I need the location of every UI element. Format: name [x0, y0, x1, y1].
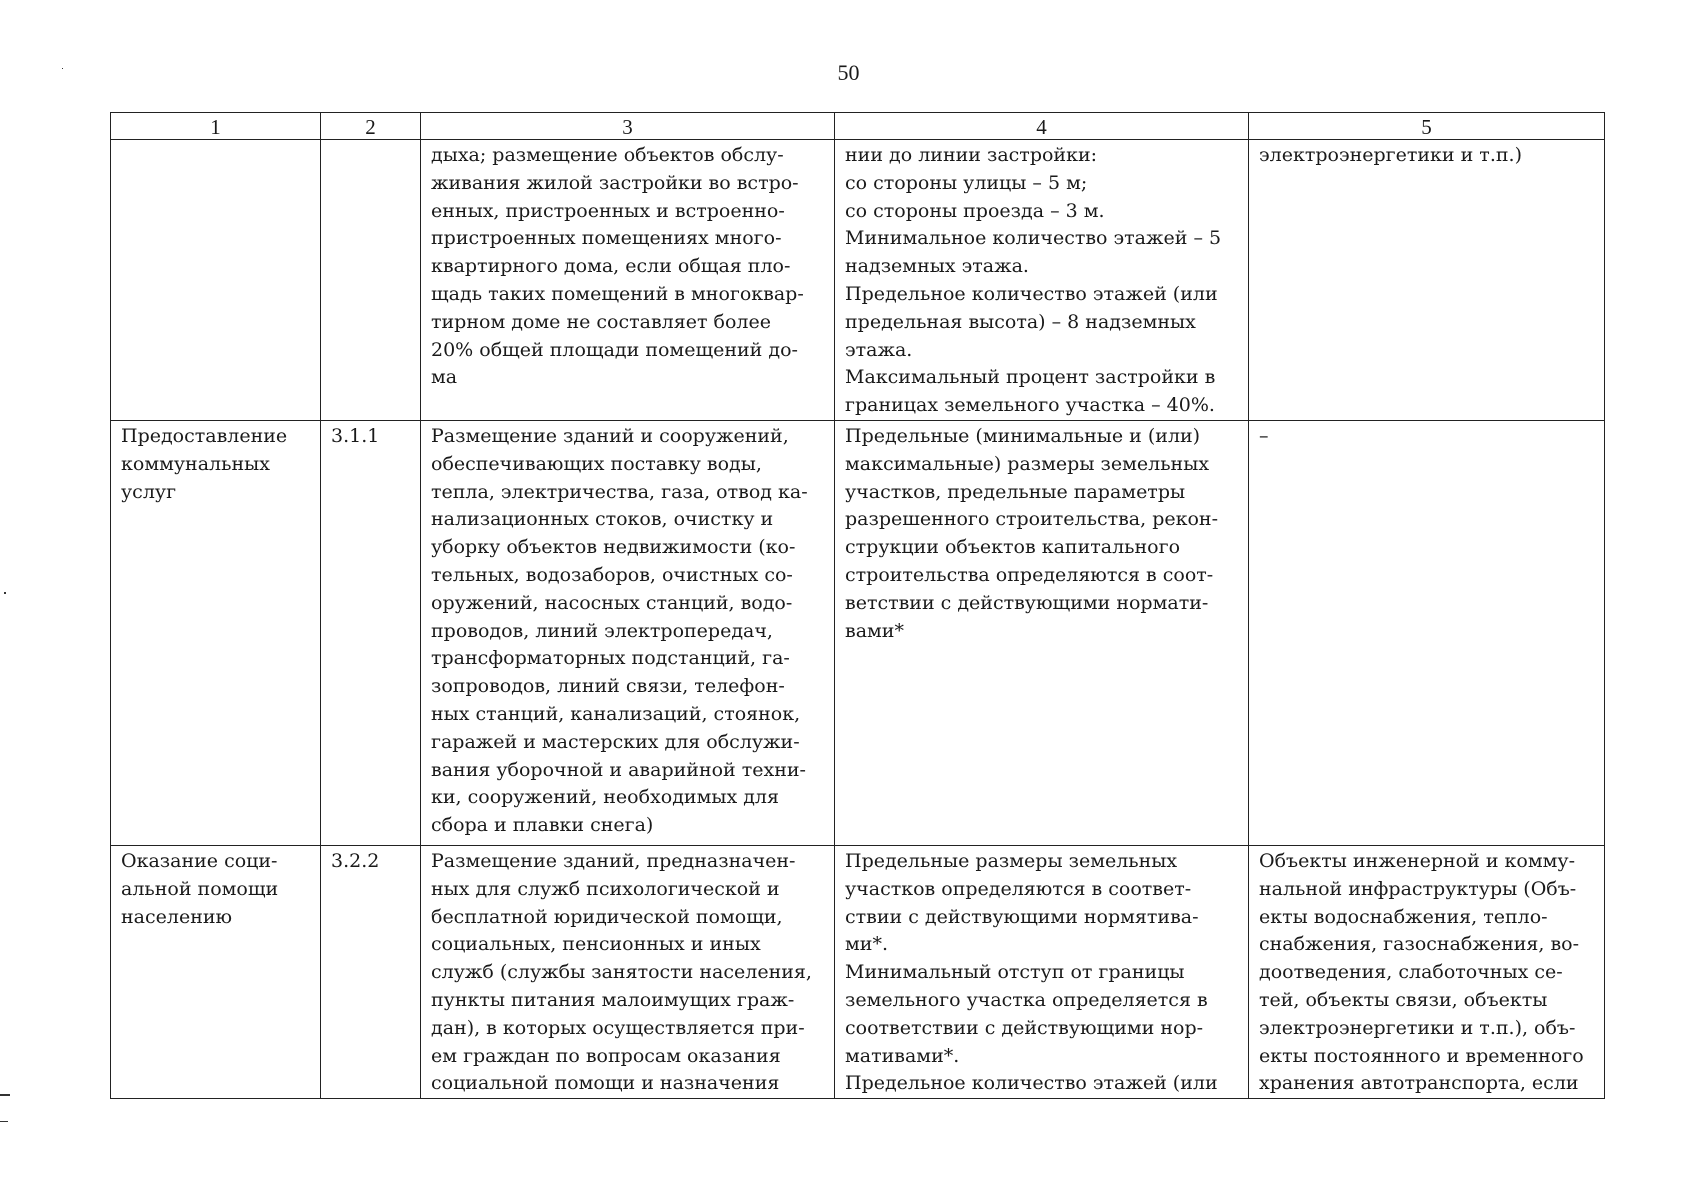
header-row: [111, 113, 1605, 140]
text-line: вами*: [845, 619, 904, 642]
text-line: доотведения, слаботочных се-: [1259, 961, 1563, 984]
text-line: Предельное количество этажей (или: [845, 282, 1218, 305]
text-line: надземных этажа.: [845, 255, 1029, 278]
text-line: щадь таких помещений в многоквар-: [431, 282, 804, 305]
text-line: разрешенного строительства, рекон-: [845, 508, 1219, 531]
parameters-cell: [835, 140, 1249, 421]
table-row: [111, 846, 1605, 1099]
text-line: Максимальный процент застройки в: [845, 366, 1216, 389]
text-line: живания жилой застройки во встро-: [431, 171, 799, 194]
text-line: альной помощи: [121, 877, 279, 900]
land-use-table: [110, 112, 1605, 1099]
column-header: 1: [111, 113, 321, 140]
parameters-cell: [835, 846, 1249, 1099]
description-cell: [421, 846, 835, 1099]
text-line: струкции объектов капитального: [845, 536, 1181, 559]
text-line: обеспечивающих поставку воды,: [431, 452, 762, 475]
text-line: строительства определяются в соот-: [845, 563, 1214, 586]
text-line: тей, объекты связи, объекты: [1259, 988, 1548, 1011]
text-line: социальных, пенсионных и иных: [431, 933, 761, 956]
text-line: зопроводов, линий связи, телефон-: [431, 675, 785, 698]
text-line: Объекты инженерной и комму-: [1259, 850, 1575, 872]
text-line: Предоставление: [121, 425, 288, 447]
text-line: ных станций, канализаций, стоянок,: [431, 702, 801, 725]
text-line: нальной инфраструктуры (Объ-: [1259, 877, 1577, 900]
text-line: вания уборочной и аварийной техни-: [431, 758, 806, 781]
text-line: этажа.: [845, 338, 913, 361]
notes-cell: [1249, 140, 1605, 421]
use-code-cell: 3.2.2: [321, 846, 421, 1099]
text-line: проводов, линий электропередач,: [431, 619, 773, 642]
text-line: тепла, электричества, газа, отвод ка-: [431, 480, 808, 503]
text-line: нализационных стоков, очистку и: [431, 508, 774, 531]
notes-cell: [1249, 846, 1605, 1099]
text-line: тельных, водозаборов, очистных со-: [431, 563, 793, 586]
text-line: ми*.: [845, 933, 888, 956]
text-line: социальной помощи и назначения: [431, 1072, 780, 1095]
text-line: со стороны улицы – 5 м;: [845, 171, 1088, 194]
description-cell: [421, 421, 835, 846]
text-line: населению: [121, 905, 233, 928]
text-line: Предельное количество этажей (или: [845, 1072, 1218, 1095]
page-number: 50: [837, 60, 860, 85]
text-line: участков, предельные параметры: [845, 480, 1186, 503]
notes-cell: [1249, 421, 1605, 846]
text-line: ствии с действующими нормятива-: [845, 905, 1199, 928]
text-line: со стороны проезда – 3 м.: [845, 199, 1105, 222]
text-line: екты водоснабжения, тепло-: [1259, 905, 1548, 928]
text-line: екты постоянного и временного: [1259, 1044, 1584, 1067]
text-line: Оказание соци-: [121, 850, 278, 872]
table-row: [111, 421, 1605, 846]
text-line: дан), в которых осуществляется при-: [431, 1016, 805, 1039]
margin-mark: [4, 592, 6, 594]
text-line: Размещение зданий, предназначен-: [431, 850, 796, 872]
text-line: мативами*.: [845, 1044, 960, 1067]
use-code-cell: [321, 140, 421, 421]
text-line: –: [1259, 425, 1269, 447]
description-cell: [421, 140, 835, 421]
text-line: нии до линии застройки:: [845, 144, 1098, 166]
text-line: ки, сооружений, необходимых для: [431, 786, 779, 809]
margin-mark: [0, 1121, 8, 1122]
text-line: снабжения, газоснабжения, во-: [1259, 933, 1580, 956]
column-header: 4: [835, 113, 1249, 140]
text-line: услуг: [121, 480, 177, 503]
text-line: пункты питания малоимущих граж-: [431, 988, 795, 1011]
use-name-cell: [111, 846, 321, 1099]
column-header: 2: [321, 113, 421, 140]
text-line: оружений, насосных станций, водо-: [431, 591, 793, 614]
column-header: 3: [421, 113, 835, 140]
text-line: ветствии с действующими нормати-: [845, 591, 1209, 614]
text-line: пристроенных помещениях много-: [431, 227, 782, 250]
text-line: ма: [431, 366, 458, 389]
text-line: максимальные) размеры земельных: [845, 452, 1210, 475]
text-line: хранения автотранспорта, если: [1259, 1072, 1579, 1095]
text-line: гаражей и мастерских для обслужи-: [431, 730, 800, 753]
text-line: служб (службы занятости населения,: [431, 961, 812, 984]
text-line: земельного участка определяется в: [845, 988, 1208, 1011]
text-line: ем граждан по вопросам оказания: [431, 1044, 781, 1067]
text-line: дыха; размещение объектов обслу-: [431, 144, 784, 166]
text-line: соответствии с действующими нор-: [845, 1016, 1204, 1039]
text-line: Предельные (минимальные и (или): [845, 425, 1201, 447]
text-line: Размещение зданий и сооружений,: [431, 425, 789, 447]
text-line: трансформаторных подстанций, га-: [431, 647, 790, 670]
text-line: Минимальный отступ от границы: [845, 961, 1185, 984]
text-line: сбора и плавки снега): [431, 814, 654, 837]
text-line: квартирного дома, если общая пло-: [431, 255, 791, 278]
text-line: границах земельного участка – 40%.: [845, 394, 1215, 417]
margin-mark: [0, 1094, 10, 1096]
text-line: тирном доме не составляет более: [431, 310, 771, 333]
parameters-cell: [835, 421, 1249, 846]
text-line: ных для служб психологической и: [431, 877, 780, 900]
text-line: Предельные размеры земельных: [845, 850, 1178, 872]
text-line: предельная высота) – 8 надземных: [845, 310, 1196, 333]
text-line: бесплатной юридической помощи,: [431, 905, 783, 928]
use-name-cell: [111, 140, 321, 421]
use-code-cell: 3.1.1: [321, 421, 421, 846]
text-line: 20% общей площади помещений до-: [431, 338, 798, 361]
text-line: электроэнергетики и т.п.), объ-: [1259, 1016, 1576, 1039]
text-line: участков определяются в соответ-: [845, 877, 1192, 900]
text-line: уборку объектов недвижимости (ко-: [431, 536, 796, 559]
text-line: электроэнергетики и т.п.): [1259, 144, 1522, 166]
text-line: коммунальных: [121, 452, 270, 475]
text-line: Минимальное количество этажей – 5: [845, 227, 1222, 250]
margin-mark: [62, 68, 63, 69]
use-name-cell: [111, 421, 321, 846]
column-header: 5: [1249, 113, 1605, 140]
text-line: енных, пристроенных и встроенно-: [431, 199, 785, 222]
table-row: [111, 140, 1605, 421]
